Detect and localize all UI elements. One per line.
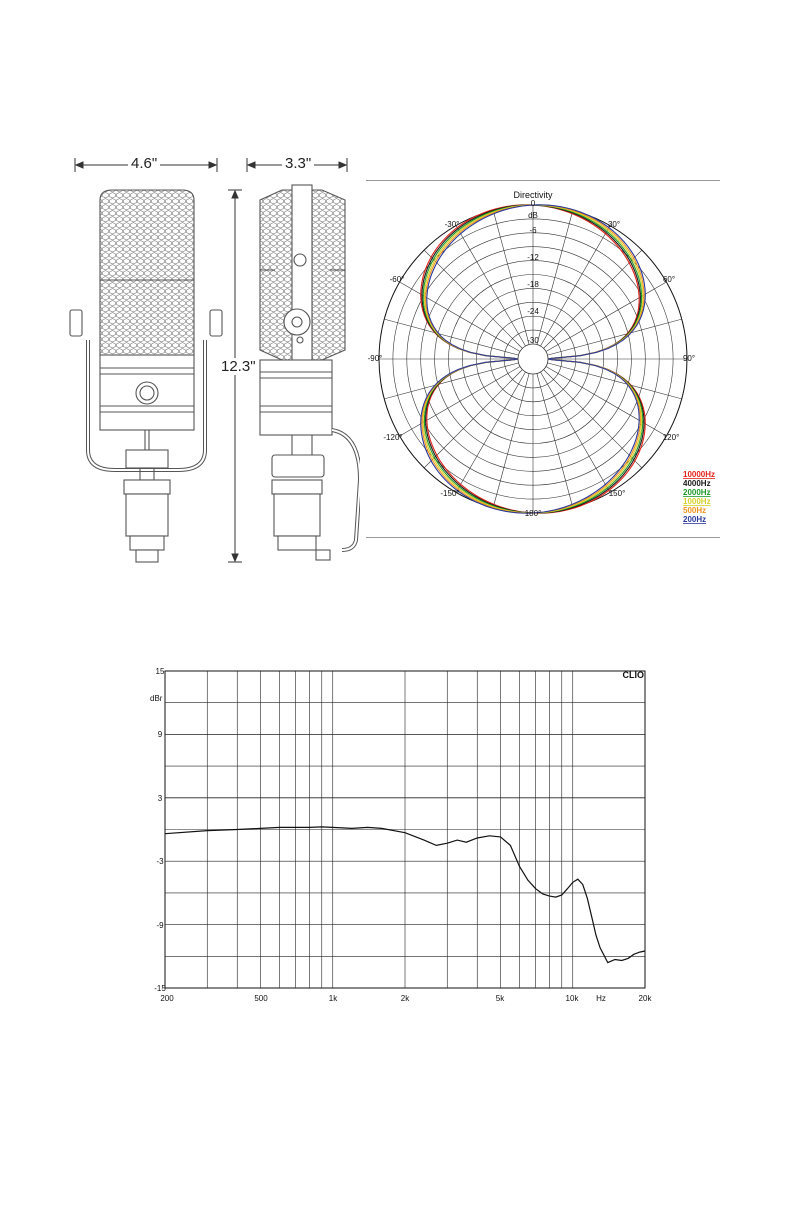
angle-label: -90° bbox=[367, 354, 383, 363]
polar-spoke bbox=[400, 282, 520, 352]
polar-directivity-chart bbox=[366, 185, 720, 535]
angle-label: 150° bbox=[608, 489, 626, 498]
y-tick-label: 3 bbox=[157, 794, 163, 803]
ring-label: -6 bbox=[529, 226, 537, 235]
x-tick-label: 10k bbox=[565, 994, 579, 1003]
ring-label: -12 bbox=[527, 253, 539, 262]
angle-label: 30° bbox=[607, 220, 621, 229]
y-tick-label: -9 bbox=[156, 921, 164, 930]
angle-label: 90° bbox=[682, 354, 696, 363]
x-tick-label: 20k bbox=[638, 994, 652, 1003]
polar-spoke bbox=[400, 367, 520, 437]
angle-label: 0 bbox=[530, 199, 536, 208]
polar-title: Directivity bbox=[513, 190, 553, 200]
legend-500hz: 500Hz bbox=[683, 506, 707, 515]
angle-label: -30° bbox=[444, 220, 460, 229]
polar-top-rule bbox=[366, 180, 720, 181]
polar-spoke bbox=[546, 367, 666, 437]
angle-label: 180° bbox=[524, 509, 542, 518]
y-axis-label: dBr bbox=[150, 694, 163, 703]
x-tick-labels bbox=[160, 994, 652, 1003]
x-tick-label: 2k bbox=[400, 994, 410, 1003]
angle-label: -150° bbox=[440, 489, 460, 498]
x-tick-label: 5k bbox=[495, 994, 505, 1003]
polar-center bbox=[518, 344, 548, 374]
legend-4000hz: 4000Hz bbox=[683, 479, 711, 488]
legend-10000hz: 10000Hz bbox=[683, 470, 716, 479]
clio-watermark: CLIO bbox=[622, 670, 644, 680]
polar-bottom-rule bbox=[366, 537, 720, 538]
height-dimension-label: 12.3" bbox=[218, 358, 259, 375]
legend-1000hz: 1000Hz bbox=[683, 497, 711, 506]
polar-grid bbox=[379, 205, 687, 513]
width-dimension-label: 4.6" bbox=[128, 155, 160, 172]
angle-label: -120° bbox=[383, 433, 403, 442]
y-tick-label: -3 bbox=[156, 857, 164, 866]
polar-spoke bbox=[456, 372, 526, 492]
x-axis-unit-label: Hz bbox=[596, 994, 606, 1003]
mic-side-view bbox=[60, 150, 360, 570]
y-tick-label: 15 bbox=[155, 667, 165, 676]
ring-label: -24 bbox=[527, 307, 539, 316]
polar-spoke bbox=[541, 372, 611, 492]
angle-label: 60° bbox=[662, 275, 676, 284]
polar-unit-label: dB bbox=[528, 211, 538, 220]
x-tick-label: 1k bbox=[328, 994, 338, 1003]
polar-legend bbox=[683, 470, 715, 524]
ring-label: -30 bbox=[527, 336, 539, 345]
polar-spoke bbox=[546, 282, 666, 352]
x-tick-label: 200 bbox=[160, 994, 174, 1003]
polar-spoke bbox=[456, 226, 526, 346]
y-tick-label: -15 bbox=[154, 984, 166, 993]
angle-label: -60° bbox=[389, 275, 405, 284]
legend-200hz: 200Hz bbox=[683, 515, 707, 524]
frequency-response-chart bbox=[130, 660, 660, 1010]
mic-dimensions-figure bbox=[60, 150, 360, 570]
angle-label: 120° bbox=[662, 433, 680, 442]
ring-label: -18 bbox=[527, 280, 539, 289]
depth-dimension-label: 3.3" bbox=[282, 155, 314, 172]
y-tick-label: 9 bbox=[157, 730, 163, 739]
legend-2000hz: 2000Hz bbox=[683, 488, 711, 497]
x-tick-label: 500 bbox=[254, 994, 268, 1003]
polar-spoke bbox=[541, 226, 611, 346]
